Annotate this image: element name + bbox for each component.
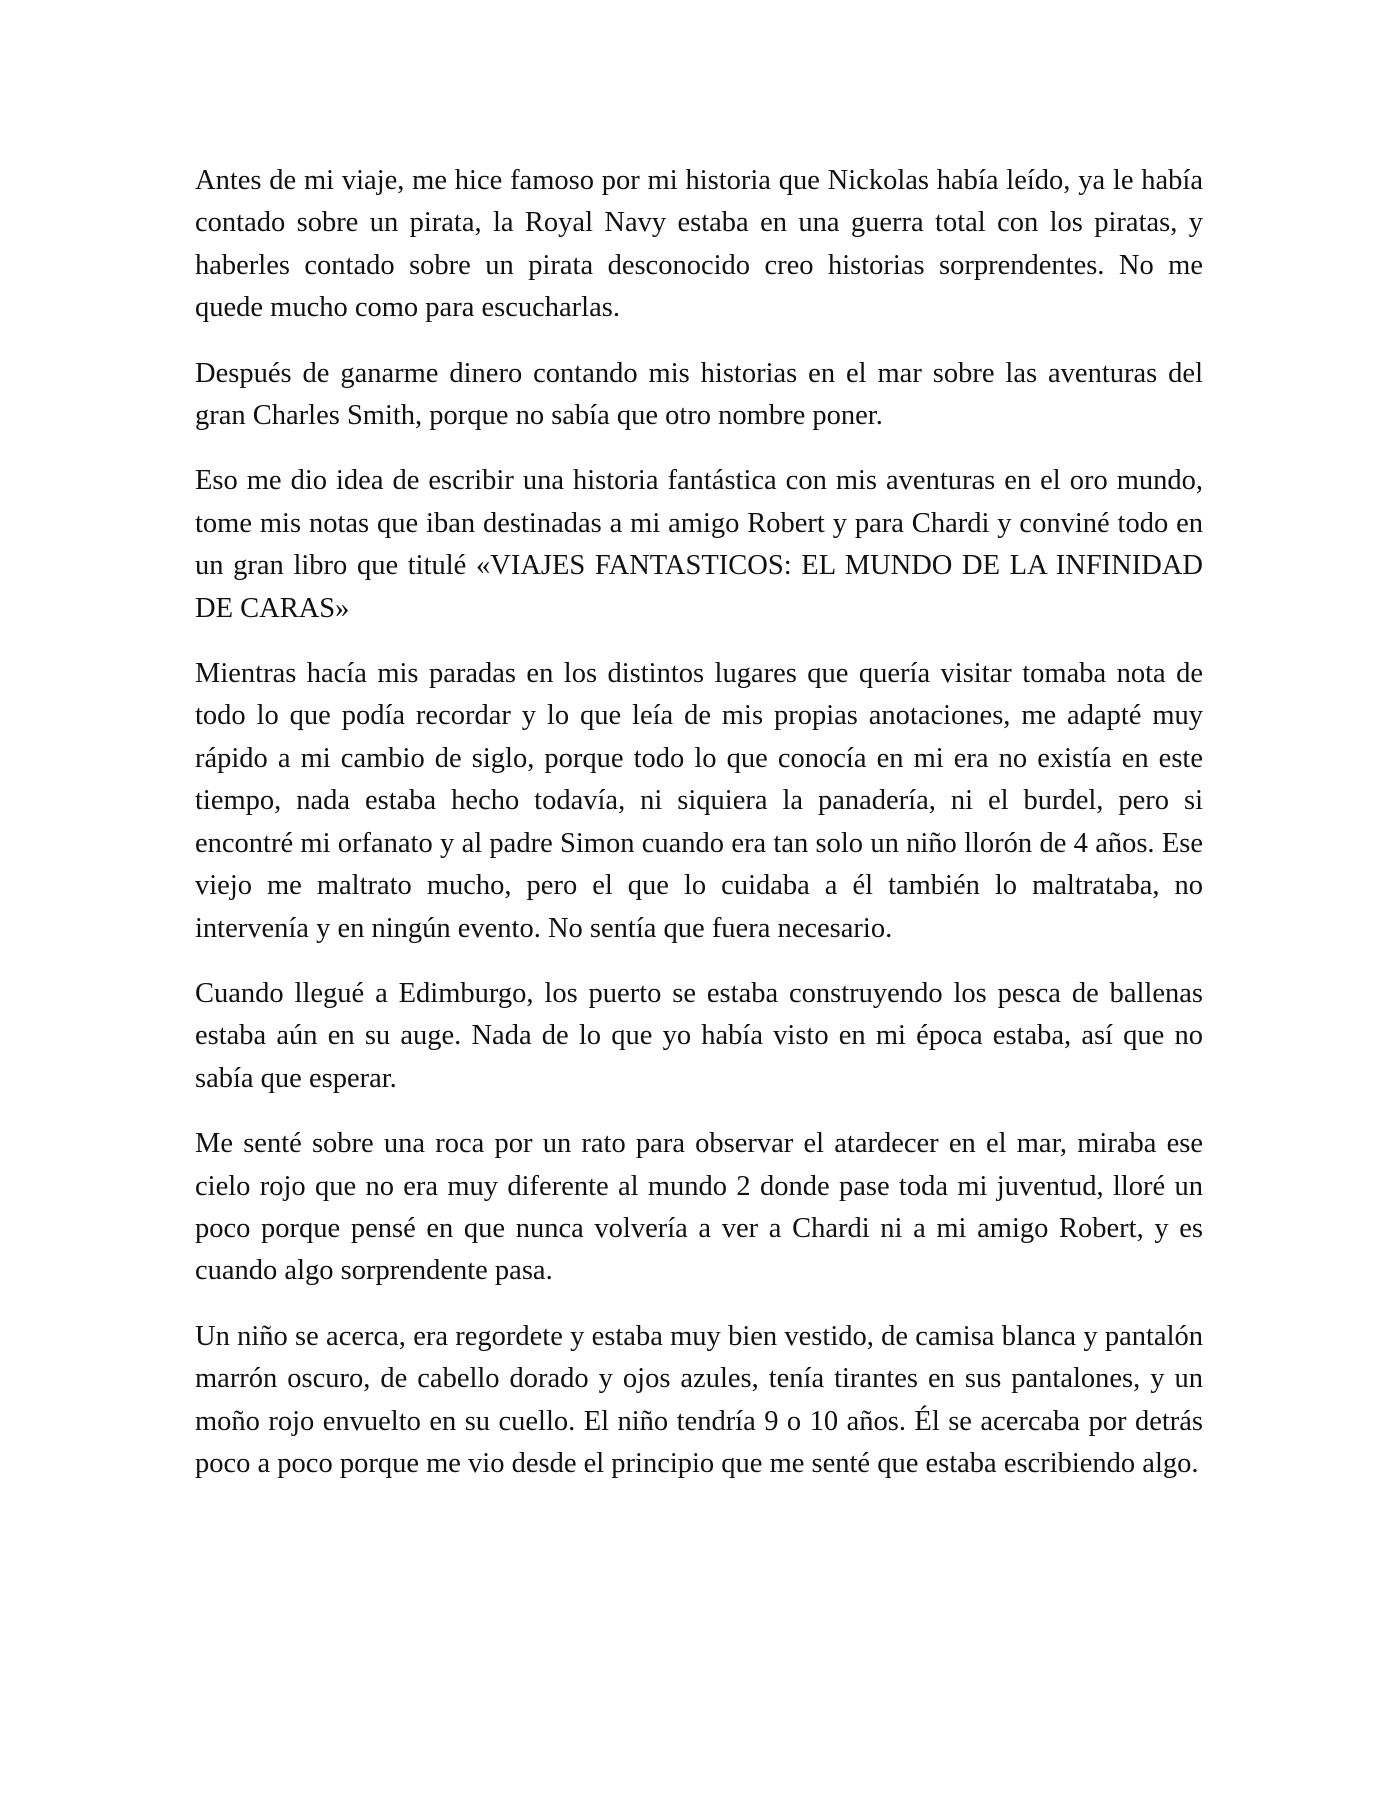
paragraph-5: Cuando llegué a Edimburgo, los puerto se estaba construyendo los pesca de ballenas estaba aún en su auge. Nada de lo que yo había visto en mi época estaba, así que no sabía que esperar. (195, 977, 1203, 1094)
paragraph-2: Después de ganarme dinero contando mis historias en el mar sobre las aventuras del gran Charles Smith, porque no sabía que otro nombre poner. (195, 357, 1203, 432)
paragraph-3: Eso me dio idea de escribir una historia fantástica con mis aventuras en el oro mundo, tome mis notas que iban destinadas a mi amigo Robert y para Chardi y conviné todo en un gran libro que titulé «VIAJES FANTASTICOS: EL MUNDO DE LA INFINIDAD DE CARAS» (195, 465, 1203, 624)
paragraph-4: Mientras hacía mis paradas en los distintos lugares que quería visitar tomaba nota de todo lo que podía recordar y lo que leía de mis propias anotaciones, me adapté muy rápido a mi cambio de siglo, porque todo lo que conocía en mi era no existía en este tiempo, nada estaba hecho todavía, ni siquiera la panadería, ni el burdel, pero si encontré mi orfanato y al padre Simon cuando era tan solo un niño llorón de 4 años. Ese viejo me maltrato mucho, pero el que lo cuidaba a él también lo maltrataba, no intervenía y en ningún evento. No sentía que fuera necesario. (195, 658, 1203, 944)
paragraph-1: Antes de mi viaje, me hice famoso por mi historia que Nickolas había leído, ya le había contado sobre un pirata, la Royal Navy estaba en una guerra total con los piratas, y haberles contado sobre un pirata desconocido creo historias sorprendentes. No me quede mucho como para escucharlas. (195, 165, 1203, 324)
paragraph-6: Me senté sobre una roca por un rato para observar el atardecer en el mar, miraba ese cielo rojo que no era muy diferente al mundo 2 donde pase toda mi juventud, lloré un poco porque pensé en que nunca volvería a ver a Chardi ni a mi amigo Robert, y es cuando algo sorprendente pasa. (195, 1128, 1203, 1287)
body-text (195, 160, 1203, 1485)
paragraph-7: Un niño se acerca, era regordete y estaba muy bien vestido, de camisa blanca y pantalón marrón oscuro, de cabello dorado y ojos azules, tenía tirantes en sus pantalones, y un moño rojo envuelto en su cuello. El niño tendría 9 o 10 años. Él se acercaba por detrás poco a poco porque me vio desde el principio que me senté que estaba escribiendo algo. (195, 1320, 1203, 1479)
